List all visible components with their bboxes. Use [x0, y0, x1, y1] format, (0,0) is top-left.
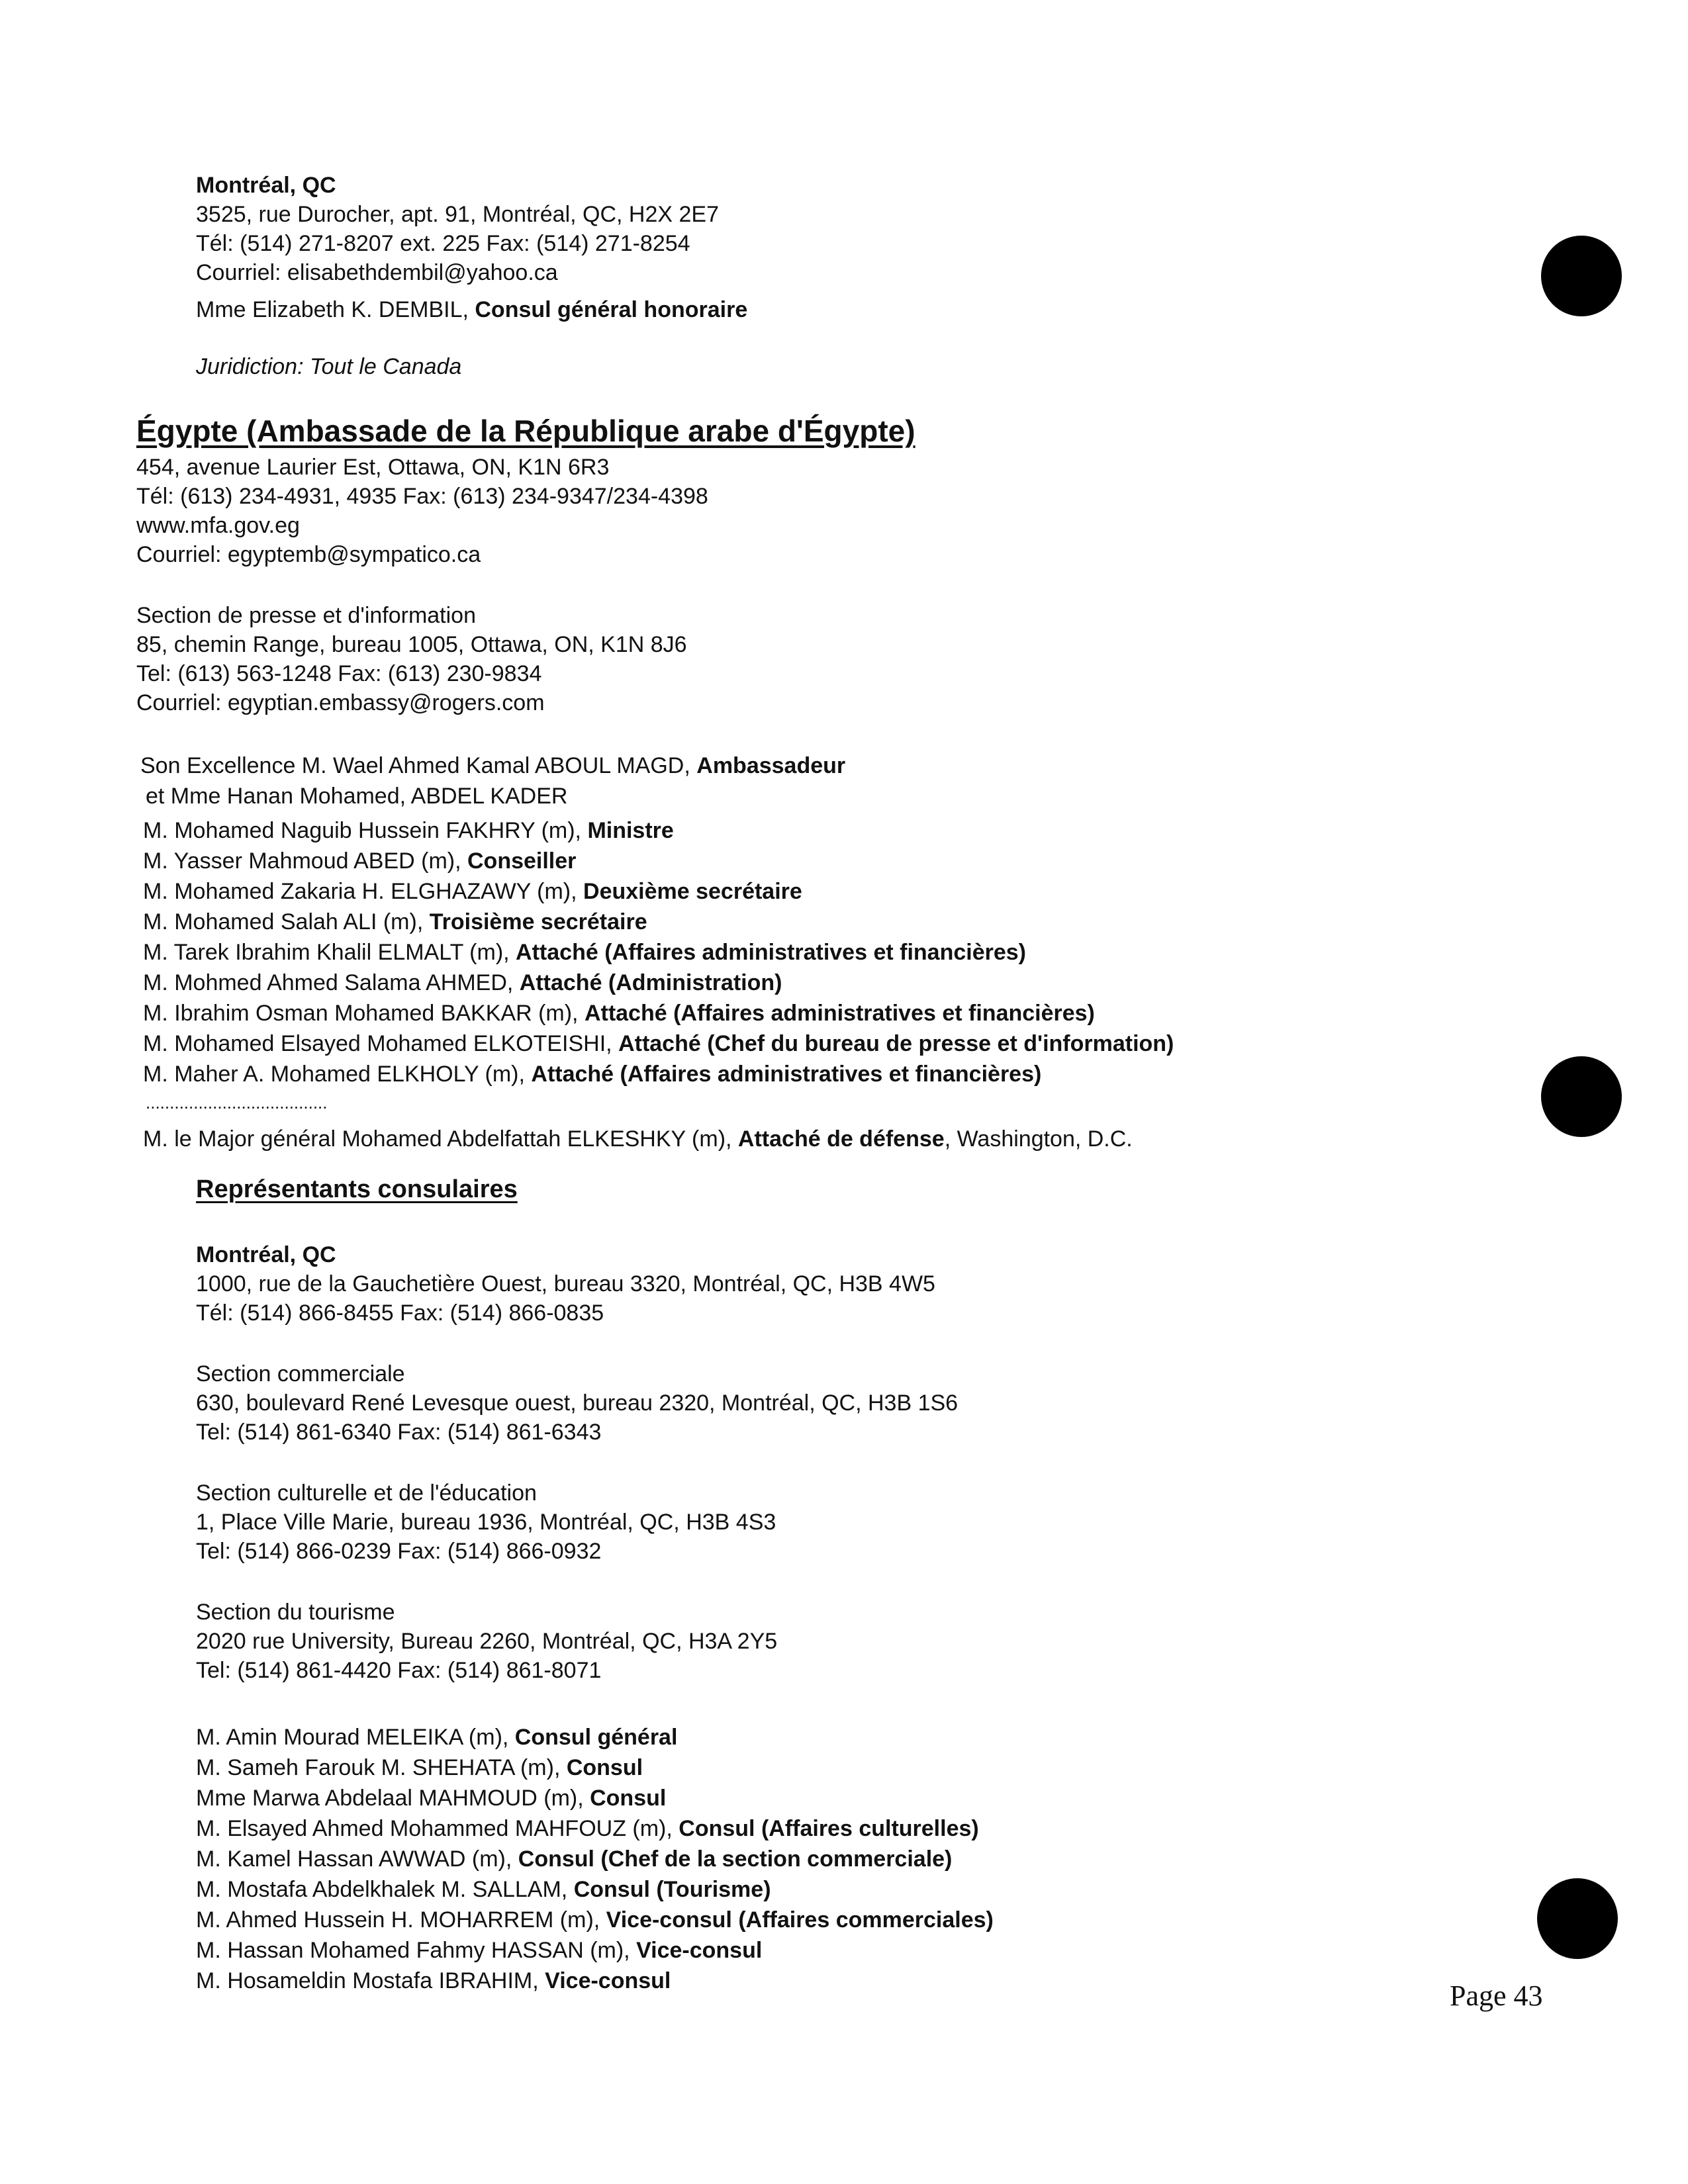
phone-fax: Tél: (514) 271-8207 ext. 225 Fax: (514) 271-8254 — [196, 231, 690, 256]
embassy-staff-block — [140, 751, 1174, 1154]
staff-name: M. Hosameldin Mostafa IBRAHIM, — [196, 1968, 545, 1993]
section-address: 630, boulevard René Levesque ouest, bureau 2320, Montréal, QC, H3B 1S6 — [196, 1390, 959, 1416]
staff-title: Vice-consul (Affaires commerciales) — [606, 1907, 994, 1933]
staff-name: M. Amin Mourad MELEIKA (m), — [196, 1725, 515, 1750]
section-phone-fax: Tel: (514) 866-0239 Fax: (514) 866-0932 — [196, 1539, 602, 1564]
press-section-email: Courriel: egyptian.embassy@rogers.com — [136, 690, 545, 715]
page-number: Page 43 — [1450, 1979, 1543, 2012]
staff-entry — [196, 1874, 994, 1905]
consular-section — [196, 1359, 958, 1447]
consulate-phone-fax: Tél: (514) 866-8455 Fax: (514) 866-0835 — [196, 1300, 604, 1326]
city-heading: Montréal, QC — [196, 173, 336, 198]
staff-entry — [196, 1722, 994, 1752]
staff-name: M. Hassan Mohamed Fahmy HASSAN (m), — [196, 1938, 637, 1963]
egypt-embassy-heading: Égypte (Ambassade de la République arabe d'Égypte) — [136, 414, 915, 448]
embassy-address: 454, avenue Laurier Est, Ottawa, ON, K1N 6R3 — [136, 455, 610, 480]
punch-hole-bottom — [1537, 1878, 1618, 1959]
email: Courriel: elisabethdembil@yahoo.ca — [196, 260, 558, 285]
consular-section — [196, 1479, 776, 1566]
staff-entry — [143, 998, 1174, 1028]
staff-name: M. Mohamed Elsayed Mohamed ELKOTEISHI, — [143, 1031, 619, 1056]
dotted-separator: ...................................... — [146, 1093, 328, 1113]
staff-entry — [196, 1935, 994, 1966]
staff-entry — [143, 937, 1174, 968]
staff-title: Consul — [566, 1755, 643, 1780]
staff-title: Consul (Tourisme) — [573, 1877, 771, 1902]
embassy-contact-block — [136, 453, 708, 569]
staff-entry — [143, 1059, 1174, 1089]
consulate-montreal-block — [196, 1240, 935, 1328]
staff-entry — [196, 1966, 994, 1996]
staff-title: Attaché (Affaires administratives et financières) — [516, 940, 1026, 965]
embassy-email: Courriel: egyptemb@sympatico.ca — [136, 542, 481, 567]
honorary-consulate-block — [196, 171, 747, 381]
staff-name: M. Ibrahim Osman Mohamed BAKKAR (m), — [143, 1001, 585, 1026]
staff-title: Vice-consul — [636, 1938, 763, 1963]
address: 3525, rue Durocher, apt. 91, Montréal, QC, H2X 2E7 — [196, 202, 719, 227]
ambassador-spouse: et Mme Hanan Mohamed, ABDEL KADER — [146, 784, 568, 809]
staff-name: M. Yasser Mahmoud ABED (m), — [143, 848, 467, 874]
section-title: Section culturelle et de l'éducation — [196, 1480, 537, 1506]
press-section-block — [136, 601, 687, 717]
ambassador-name: Son Excellence M. Wael Ahmed Kamal ABOUL MAGD, — [140, 753, 697, 778]
punch-hole-middle — [1541, 1056, 1622, 1137]
staff-name: M. Mohamed Zakaria H. ELGHAZAWY (m), — [143, 879, 584, 904]
section-address: 1, Place Ville Marie, bureau 1936, Montréal, QC, H3B 4S3 — [196, 1510, 776, 1535]
section-title: Section du tourisme — [196, 1600, 395, 1625]
staff-title: Troisième secrétaire — [429, 909, 647, 934]
embassy-phone-fax: Tél: (613) 234-4931, 4935 Fax: (613) 234-9347/234-4398 — [136, 484, 708, 509]
consular-staff-list — [196, 1722, 994, 1996]
section-title: Section commerciale — [196, 1361, 405, 1387]
staff-entry — [143, 907, 1174, 937]
staff-title: Deuxième secrétaire — [583, 879, 802, 904]
staff-title: Ministre — [587, 818, 674, 843]
staff-title: Attaché (Affaires administratives et financières) — [584, 1001, 1095, 1026]
staff-title: Attaché (Chef du bureau de presse et d'information) — [618, 1031, 1174, 1056]
person-title: Consul général honoraire — [475, 297, 748, 322]
staff-entry — [143, 846, 1174, 876]
staff-entry — [196, 1844, 994, 1874]
staff-entry — [196, 1783, 994, 1813]
staff-title: Consul général — [514, 1725, 678, 1750]
staff-entry — [196, 1813, 994, 1844]
defense-attache-name: M. le Major général Mohamed Abdelfattah ELKESHKY (m), — [143, 1126, 738, 1152]
staff-name: M. Mostafa Abdelkhalek M. SALLAM, — [196, 1877, 574, 1902]
staff-name: M. Mohmed Ahmed Salama AHMED, — [143, 970, 520, 995]
jurisdiction: Juridiction: Tout le Canada — [196, 354, 462, 379]
embassy-website: www.mfa.gov.eg — [136, 513, 300, 538]
defense-attache-entry — [140, 1124, 1174, 1154]
staff-title: Vice-consul — [545, 1968, 671, 1993]
ambassador-entry — [140, 751, 1174, 781]
staff-name: M. Elsayed Ahmed Mohammed MAHFOUZ (m), — [196, 1816, 679, 1841]
staff-entry — [143, 876, 1174, 907]
staff-title: Conseiller — [467, 848, 577, 874]
section-phone-fax: Tel: (514) 861-4420 Fax: (514) 861-8071 — [196, 1658, 602, 1683]
staff-name: M. Maher A. Mohamed ELKHOLY (m), — [143, 1062, 532, 1087]
consulate-city: Montréal, QC — [196, 1242, 336, 1267]
consular-section — [196, 1598, 777, 1685]
press-section-address: 85, chemin Range, bureau 1005, Ottawa, ON, K1N 8J6 — [136, 632, 687, 657]
staff-title: Attaché (Administration) — [519, 970, 782, 995]
staff-name: M. Mohamed Salah ALI (m), — [143, 909, 430, 934]
punch-hole-top — [1541, 236, 1622, 316]
consulate-address: 1000, rue de la Gauchetière Ouest, bureau 3320, Montréal, QC, H3B 4W5 — [196, 1271, 935, 1297]
section-phone-fax: Tel: (514) 861-6340 Fax: (514) 861-6343 — [196, 1420, 602, 1445]
staff-entry — [196, 1752, 994, 1783]
section-address: 2020 rue University, Bureau 2260, Montréal, QC, H3A 2Y5 — [196, 1629, 778, 1654]
press-section-phone-fax: Tel: (613) 563-1248 Fax: (613) 230-9834 — [136, 661, 542, 686]
staff-name: M. Ahmed Hussein H. MOHARREM (m), — [196, 1907, 606, 1933]
staff-entry — [196, 1905, 994, 1935]
staff-title: Consul — [590, 1786, 667, 1811]
defense-attache-location: , Washington, D.C. — [944, 1126, 1133, 1152]
staff-name: M. Kamel Hassan AWWAD (m), — [196, 1846, 518, 1872]
staff-name: M. Tarek Ibrahim Khalil ELMALT (m), — [143, 940, 516, 965]
staff-title: Consul (Affaires culturelles) — [679, 1816, 979, 1841]
ambassador-title: Ambassadeur — [696, 753, 846, 778]
embassy-staff-list — [140, 815, 1174, 1089]
staff-name: M. Sameh Farouk M. SHEHATA (m), — [196, 1755, 567, 1780]
person-entry — [196, 295, 747, 324]
staff-entry — [143, 968, 1174, 998]
defense-attache-title: Attaché de défense — [737, 1126, 945, 1152]
consular-representatives-heading: Représentants consulaires — [196, 1175, 518, 1203]
staff-title: Consul (Chef de la section commerciale) — [518, 1846, 953, 1872]
person-name: Mme Elizabeth K. DEMBIL, — [196, 297, 475, 322]
press-section-title: Section de presse et d'information — [136, 603, 477, 628]
staff-name: Mme Marwa Abdelaal MAHMOUD (m), — [196, 1786, 590, 1811]
staff-entry — [143, 815, 1174, 846]
staff-title: Attaché (Affaires administratives et financières) — [531, 1062, 1042, 1087]
staff-entry — [143, 1028, 1174, 1059]
staff-name: M. Mohamed Naguib Hussein FAKHRY (m), — [143, 818, 588, 843]
